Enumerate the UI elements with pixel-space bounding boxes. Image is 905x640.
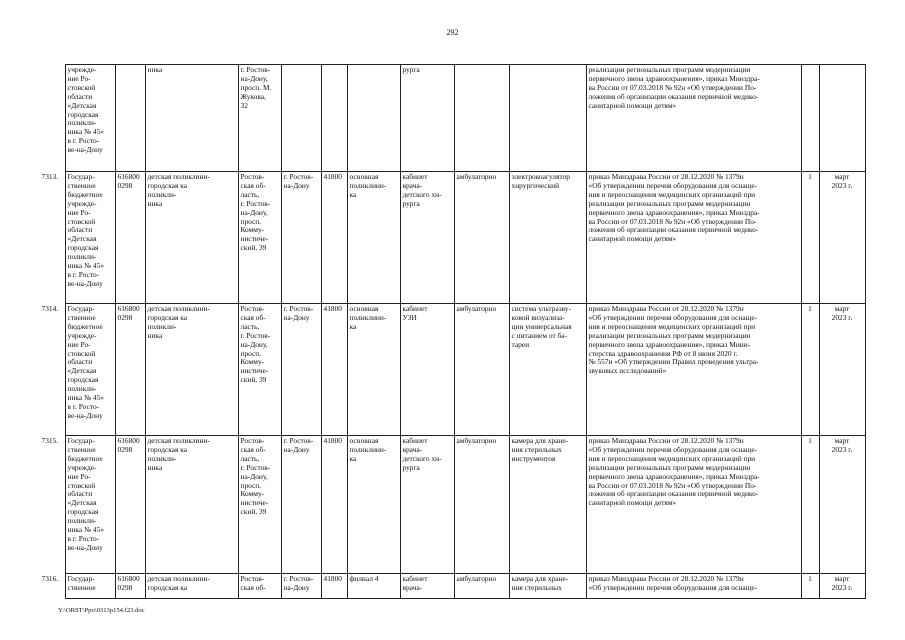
cell-due-date: март 2023 г. bbox=[819, 436, 865, 574]
cell-facility-type: ника bbox=[145, 65, 238, 172]
cell-quantity: 1 bbox=[801, 436, 819, 574]
cell-quantity: 1 bbox=[801, 172, 819, 304]
row-number: 7316. bbox=[41, 574, 59, 583]
cell-legal-basis: приказ Минздрава России от 28.12.2020 № 1379н «Об утверждении перечня оборудования для оснаще- ния и переоснащения медицинских организаций при реализации региональных программ модернизации первичного звена здравоохранения», приказ Минздра- ва России от 07.03.2018 № 92н «Об утверждении По- ложения об организации оказания первичной медико- санитарной помощи детям» bbox=[586, 436, 801, 574]
row-number: 7315. bbox=[41, 436, 59, 445]
cell-care-form: амбулаторно bbox=[454, 574, 509, 599]
cell-care-form: амбулаторно bbox=[454, 172, 509, 304]
cell-legal-basis: приказ Минздрава России от 28.12.2020 № 1379н «Об утверждении перечня оборудования для оснаще- ния и переоснащения медицинских организаций при реализации региональных программ модернизации первичного звена здравоохранения», приказ Минздра- ва России от 07.03.2018 № 92н «Об утверждении По- ложения об организации оказания первичной медико- санитарной помощи детям» bbox=[586, 172, 801, 304]
cell-city: г. Ростов- на-Дону bbox=[281, 304, 321, 436]
cell-quantity: 1 bbox=[801, 304, 819, 436]
file-path: Y:\ORST\Ppo\0313p154.f23.doc bbox=[58, 607, 145, 614]
table-row bbox=[65, 574, 865, 599]
cell-legal-basis: реализации региональных программ модернизации первичного звена здравоохранения», приказ Минздра- ва России от 07.03.2018 № 92н «Об утверждении По- ложения об организации оказания первичной медико- санитарной помощи детям» bbox=[586, 65, 801, 172]
cell-equipment-name: камера для хране- ния стерильных инструментов bbox=[509, 436, 586, 574]
cell-city: г. Ростов- на-Дону bbox=[281, 172, 321, 304]
cell-organization-name: Государ- ственное бюджетное учрежде- ние Ро- стовской области «Детская городская поликли- ника № 45» в г. Росто- ве-на-Дону 7315. bbox=[65, 436, 115, 574]
cell-city bbox=[281, 65, 321, 172]
cell-room-name: рурга bbox=[400, 65, 454, 172]
cell-city: г. Ростов- на-Дону bbox=[281, 436, 321, 574]
cell-facility-type: детская поликлини- городская ка поликли- ника bbox=[145, 172, 238, 304]
cell-equipment-name: система ультразву- ковой визуализа- ции универсальная с питанием от ба- тареи bbox=[509, 304, 586, 436]
cell-facility-type: детская поликлини- городская ка поликли- ника bbox=[145, 304, 238, 436]
cell-due-date: март 2023 г. bbox=[819, 172, 865, 304]
cell-inn-code: 616800 0298 bbox=[115, 304, 145, 436]
cell-address: Ростов- ская об- ласть, г. Ростов- на-Дону, просп. Комму- нистиче- ский, 39 bbox=[238, 436, 281, 574]
cell-address: Ростов- ская об- ласть, г. Ростов- на-Дону, просп. Комму- нистиче- ский, 39 bbox=[238, 304, 281, 436]
cell-room-name: кабинет врача- детского хи- рурга bbox=[400, 436, 454, 574]
cell-address: г. Ростов- на-Дону, просп. М. Жукова, 32 bbox=[238, 65, 281, 172]
table-row bbox=[65, 436, 865, 574]
equipment-table bbox=[41, 64, 866, 599]
cell-oktmo-code: 41800 bbox=[321, 574, 347, 599]
cell-unit-name bbox=[347, 65, 400, 172]
cell-inn-code: 616800 0298 bbox=[115, 172, 145, 304]
cell-quantity: 1 bbox=[801, 574, 819, 599]
cell-address: Ростов- ская об- ласть, г. Ростов- на-Дону, просп. Комму- нистиче- ский, 39 bbox=[238, 172, 281, 304]
cell-oktmo-code: 41800 bbox=[321, 304, 347, 436]
cell-room-name: кабинет врача- bbox=[400, 574, 454, 599]
cell-address: Ростов- ская об- bbox=[238, 574, 281, 599]
table-row bbox=[65, 65, 865, 172]
cell-due-date bbox=[819, 65, 865, 172]
cell-unit-name: филиал 4 bbox=[347, 574, 400, 599]
cell-care-form: амбулаторно bbox=[454, 436, 509, 574]
table-row bbox=[65, 304, 865, 436]
cell-equipment-name: камера для хране- ния стерильных bbox=[509, 574, 586, 599]
cell-organization-name: учрежде- ние Ро- стовской области «Детская городская поликли- ника № 45» в г. Росто- ве-на-Дону bbox=[65, 65, 115, 172]
cell-oktmo-code bbox=[321, 65, 347, 172]
cell-oktmo-code: 41800 bbox=[321, 436, 347, 574]
cell-due-date: март 2023 г. bbox=[819, 574, 865, 599]
cell-organization-name: Государ- ственное бюджетное учрежде- ние Ро- стовской области «Детская городская поликли- ника № 45» в г. Росто- ве-на-Дону 7314. bbox=[65, 304, 115, 436]
cell-unit-name: основная поликлини- ка bbox=[347, 304, 400, 436]
cell-unit-name: основная поликлини- ка bbox=[347, 172, 400, 304]
cell-equipment-name bbox=[509, 65, 586, 172]
cell-care-form: амбулаторно bbox=[454, 304, 509, 436]
cell-due-date: март 2023 г. bbox=[819, 304, 865, 436]
cell-care-form bbox=[454, 65, 509, 172]
cell-inn-code bbox=[115, 65, 145, 172]
cell-room-name: кабинет УЗИ bbox=[400, 304, 454, 436]
cell-inn-code: 616800 0298 bbox=[115, 574, 145, 599]
cell-city: г. Ростов- на-Дону bbox=[281, 574, 321, 599]
cell-organization-name: Государ- ственное 7316. bbox=[65, 574, 115, 599]
cell-legal-basis: приказ Минздрава России от 28.12.2020 № 1379н «Об утверждении перечня оборудования для оснаще- ния и переоснащения медицинских организаций при реализации региональных программ модернизации первичного звена здравоохранения», приказ Мини- стерства здравоохранения РФ от 8 июня 2020 г. № 557н «Об утверждении Правил проведения ультра- звуковых исследований» bbox=[586, 304, 801, 436]
cell-facility-type: детская поликлини- городская ка поликли- ника bbox=[145, 436, 238, 574]
cell-facility-type: детская поликлини- городская ка bbox=[145, 574, 238, 599]
cell-equipment-name: электрокоагулятор хирургический bbox=[509, 172, 586, 304]
row-number: 7313. bbox=[41, 172, 59, 181]
cell-inn-code: 616800 0298 bbox=[115, 436, 145, 574]
cell-unit-name: основная поликлини- ка bbox=[347, 436, 400, 574]
cell-organization-name: Государ- ственное бюджетное учрежде- ние Ро- стовской области «Детская городская поликли- ника № 45» в г. Росто- ве-на-Дону 7313. bbox=[65, 172, 115, 304]
page-number: 292 bbox=[446, 28, 459, 37]
table-body bbox=[41, 65, 865, 599]
row-number: 7314. bbox=[41, 304, 59, 313]
cell-room-name: кабинет врача- детского хи- рурга bbox=[400, 172, 454, 304]
cell-oktmo-code: 41800 bbox=[321, 172, 347, 304]
cell-quantity bbox=[801, 65, 819, 172]
table-row bbox=[65, 172, 865, 304]
cell-legal-basis: приказ Минздрава России от 28.12.2020 № 1379н «Об утверждении перечня оборудования для оснаще- bbox=[586, 574, 801, 599]
